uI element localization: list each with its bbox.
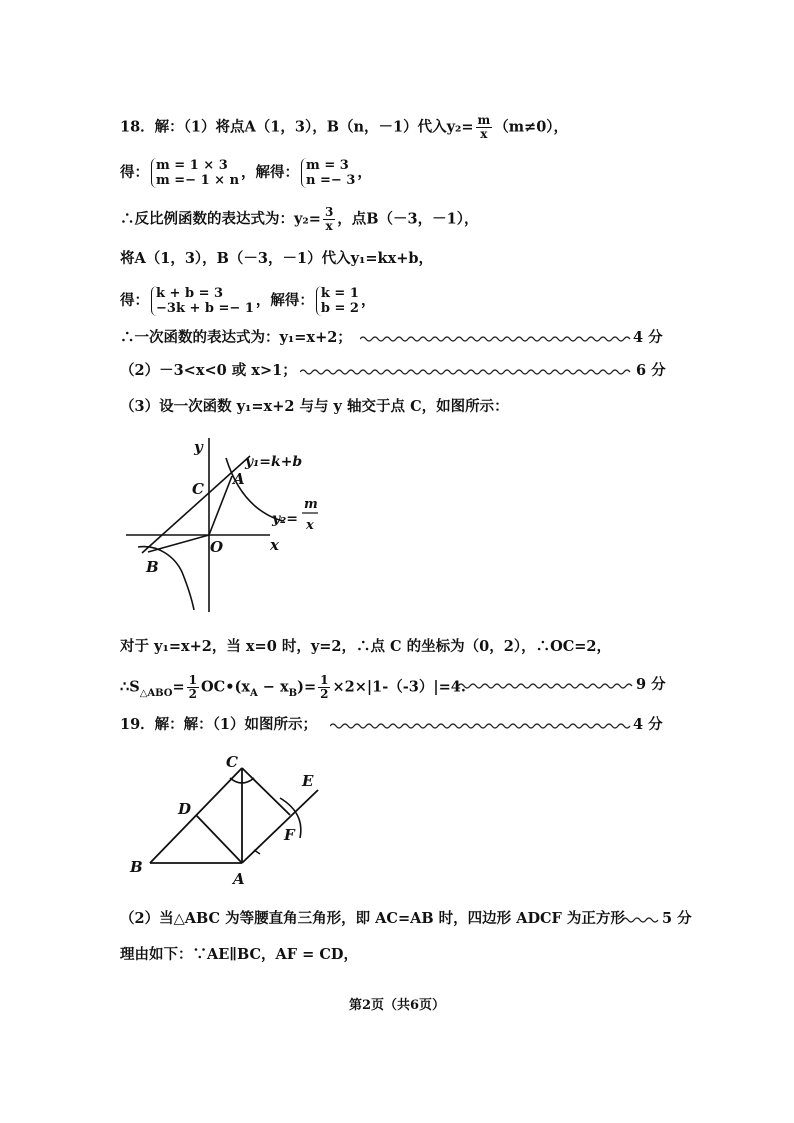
system-1 (151, 158, 239, 188)
q18-line7-text: （2）－3<x<0 或 x>1； (120, 362, 297, 379)
label-b: B (146, 558, 159, 576)
q18-line9 (120, 636, 611, 658)
wavy-leader (622, 916, 660, 924)
label-e: E (302, 772, 314, 790)
fraction-half (187, 674, 199, 701)
hyperbola-branch-2 (138, 547, 194, 610)
line10-close: )= (297, 678, 317, 696)
q18-line5 (120, 286, 375, 316)
ray-ae (242, 790, 318, 863)
q18-line1-text: 18．解：（1）将点A（1，3），B（n，－1）代入y₂= (120, 118, 474, 136)
score-q18-3: 9 分 (636, 676, 666, 693)
segment-ob (148, 535, 209, 552)
system-4 (316, 286, 359, 316)
q18-line5-mid: ，解得： (255, 292, 314, 309)
tick-a (254, 850, 260, 854)
wavy-leader (330, 722, 632, 730)
sys2-a: m = 3 (306, 158, 349, 173)
frac-den: x (325, 219, 333, 233)
label-c: C (192, 480, 204, 498)
q18-line2-prefix: 得： (120, 164, 149, 181)
fraction-m-over-x (476, 114, 493, 141)
area-sub: △ABO (139, 687, 173, 699)
label-c: C (226, 753, 238, 771)
fraction-3-over-x (323, 206, 335, 233)
frac-num: 3 (324, 205, 334, 219)
line10-mid: OC•(x (201, 678, 250, 696)
score-q19-2: 5 分 (662, 910, 692, 927)
q18-line2 (120, 158, 372, 188)
system-3 (151, 286, 254, 316)
q18-line6 (120, 327, 352, 349)
score-q18-1: 4 分 (633, 329, 663, 346)
sys1-b: m =− 1 × n (156, 173, 240, 188)
q19-line2-text: （2）当△ABC 为等腰直角三角形，即 AC=AB 时，四边形 ADCF 为正方形 (120, 910, 625, 927)
label-y2-den: x (306, 518, 314, 533)
page-footer: 第2页（共6页） (348, 998, 446, 1013)
sub-a: A (249, 687, 258, 699)
q18-line7 (120, 360, 297, 382)
geometry-figure (120, 748, 340, 893)
label-a: A (233, 870, 245, 888)
label-d: D (178, 800, 192, 818)
sys4-a: k = 1 (320, 286, 359, 301)
line10-tail: ×2×|1-（-3）|=4. (332, 678, 466, 696)
line10-minus: − x (257, 678, 289, 696)
label-y2-num: m (304, 497, 318, 512)
label-b: B (130, 858, 143, 876)
fraction-half-2 (318, 674, 330, 701)
system-2 (301, 158, 355, 188)
q18-line8-text: （3）设一次函数 y₁=x+2 与与 y 轴交于点 C，如图所示： (120, 398, 509, 415)
frac-num: 1 (188, 673, 198, 687)
label-f: F (284, 826, 295, 844)
q18-line3-tail: ，点B（－3，－1）， (337, 210, 479, 228)
q18-line5-prefix: 得： (120, 292, 149, 309)
q18-line6-text: ∴一次函数的表达式为：y₁=x+2； (120, 329, 352, 346)
label-x: x (270, 536, 279, 554)
q18-line4-text: 将A（1，3），B（－3，－1）代入y₁=kx+b， (120, 250, 434, 267)
sub-b: B (288, 687, 298, 699)
area-s: ∴S (120, 678, 140, 696)
frac-den: 2 (320, 687, 329, 701)
segment-da (196, 815, 242, 863)
score-q19-1: 4 分 (633, 716, 663, 733)
frac-num: m (477, 113, 491, 127)
score-q18-2: 6 分 (636, 362, 666, 379)
q19-line3 (120, 944, 358, 966)
label-y1: y₁=k+b (245, 454, 303, 470)
q18-line2-mid: ，解得： (241, 164, 300, 181)
wavy-leader (300, 368, 634, 376)
label-y: y (194, 438, 203, 456)
frac-num: 1 (320, 673, 329, 687)
segment-cf (242, 768, 290, 815)
q18-line5-tail: ， (360, 292, 376, 309)
frac-den: x (480, 127, 488, 141)
q18-line1-tail: （m≠0）， (494, 118, 569, 136)
label-o: O (210, 538, 224, 556)
label-a: A (233, 470, 245, 488)
frac-den: 2 (188, 687, 198, 701)
function-graph (120, 432, 340, 617)
segment-oa (209, 476, 232, 535)
q19-line2 (120, 908, 625, 930)
q19-line1-text: 19．解：解：（1）如图所示； (120, 716, 318, 733)
q18-line10 (120, 674, 466, 701)
sys4-b: b = 2 (320, 301, 359, 316)
q18-line4 (120, 248, 433, 270)
q18-line3 (120, 206, 478, 233)
q18-line3-text: ∴反比例函数的表达式为：y₂= (120, 210, 321, 228)
q18-line9-text: 对于 y₁=x+2，当 x=0 时，y=2，∴点 C 的坐标为（0，2），∴OC=2， (120, 638, 611, 655)
sys2-b: n =− 3 (306, 173, 356, 188)
wavy-leader (360, 335, 632, 343)
label-y2: y₂= (272, 511, 298, 527)
q18-line2-tail: ， (357, 164, 372, 181)
sys3-b: −3k + b =− 1 (156, 301, 254, 316)
q19-line3-text: 理由如下：∵AE∥BC，AF = CD， (120, 946, 358, 963)
q18-line8 (120, 396, 509, 418)
q19-line1 (120, 714, 317, 736)
equals: = (172, 678, 185, 696)
sys1-a: m = 1 × 3 (156, 158, 228, 173)
wavy-leader (458, 682, 634, 690)
q18-line1 (120, 114, 568, 141)
sys3-a: k + b = 3 (156, 286, 224, 301)
